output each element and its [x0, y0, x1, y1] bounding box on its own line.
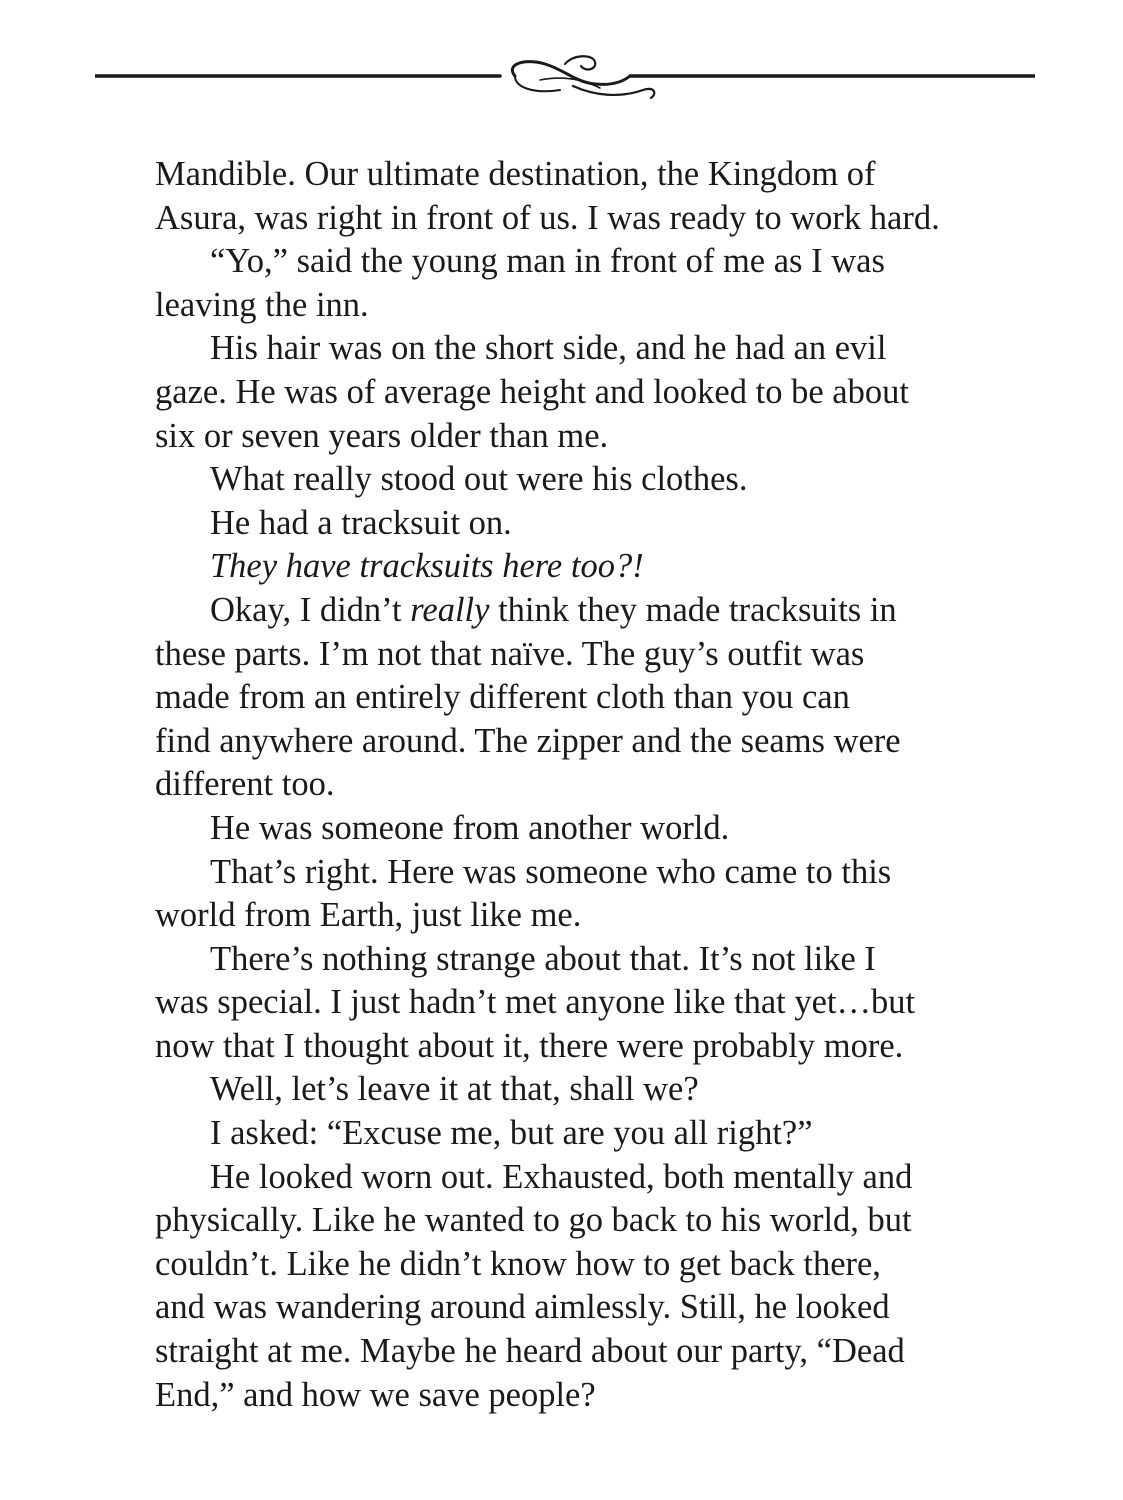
text-line: [155, 981, 1015, 1025]
text-line: [155, 502, 1015, 546]
text-run: physically. Like he wanted to go back to his world, but: [155, 1201, 912, 1240]
text-line: [155, 1156, 1015, 1200]
text-run: think they made tracksuits in: [489, 590, 897, 629]
text-line: [155, 1199, 1015, 1243]
text-run: I asked: “Excuse me, but are you all right?”: [210, 1114, 813, 1153]
text-line: [155, 1330, 1015, 1374]
text-line: [155, 1286, 1015, 1330]
text-run: now that I thought about it, there were probably more.: [155, 1026, 904, 1065]
text-run: made from an entirely different cloth than you can: [155, 678, 850, 717]
text-run: straight at me. Maybe he heard about our party, “Dead: [155, 1332, 905, 1371]
text-run: these parts. I’m not that naïve. The guy’s outfit was: [155, 634, 865, 673]
text-run: world from Earth, just like me.: [155, 896, 582, 935]
text-line: [155, 1112, 1015, 1156]
text-line: [155, 240, 1015, 284]
header-ornament: [95, 50, 1035, 106]
text-run: couldn’t. Like he didn’t know how to get back there,: [155, 1244, 881, 1283]
text-line: [155, 327, 1015, 371]
text-run: and was wandering around aimlessly. Still, he looked: [155, 1288, 890, 1327]
text-line: [155, 415, 1015, 459]
text-run: find anywhere around. The zipper and the seams were: [155, 721, 901, 760]
text-line: [155, 1243, 1015, 1287]
text-run: That’s right. Here was someone who came to this: [210, 852, 892, 891]
text-run: He was someone from another world.: [210, 808, 730, 847]
text-run: was special. I just hadn’t met anyone like that yet…but: [155, 983, 916, 1022]
body-text: [155, 153, 1015, 1417]
text-run: End,” and how we save people?: [155, 1375, 596, 1414]
text-run: six or seven years older than me.: [155, 416, 609, 455]
text-run: “Yo,” said the young man in front of me as I was: [210, 242, 885, 281]
text-run: Okay, I didn’t: [210, 590, 411, 629]
text-run: Mandible. Our ultimate destination, the Kingdom of: [155, 155, 876, 193]
text-run: leaving the inn.: [155, 285, 369, 324]
text-line: [155, 676, 1015, 720]
text-run: different too.: [155, 765, 335, 804]
text-line: [155, 894, 1015, 938]
text-line: [155, 938, 1015, 982]
text-run: Well, let’s leave it at that, shall we?: [210, 1070, 699, 1109]
text-run: gaze. He was of average height and looked to be about: [155, 372, 909, 411]
text-line: [155, 1374, 1015, 1418]
text-line: [155, 545, 1015, 589]
text-line: [155, 1068, 1015, 1112]
text-run: His hair was on the short side, and he had an evil: [210, 329, 887, 368]
text-run: He looked worn out. Exhausted, both mentally and: [210, 1157, 913, 1196]
text-line: [155, 284, 1015, 328]
italic-text: really: [410, 590, 490, 629]
text-line: [155, 371, 1015, 415]
text-line: [155, 633, 1015, 677]
text-line: [155, 153, 1015, 197]
text-line: [155, 851, 1015, 895]
text-line: [155, 1025, 1015, 1069]
text-line: [155, 589, 1015, 633]
text-run: Asura, was right in front of us. I was ready to work hard.: [155, 198, 940, 237]
text-run: There’s nothing strange about that. It’s not like I: [210, 939, 876, 978]
text-line: [155, 458, 1015, 502]
italic-text: They have tracksuits here too?!: [210, 547, 644, 586]
text-run: What really stood out were his clothes.: [210, 460, 748, 499]
text-line: [155, 807, 1015, 851]
text-line: [155, 197, 1015, 241]
text-line: [155, 720, 1015, 764]
text-run: He had a tracksuit on.: [210, 503, 512, 542]
text-line: [155, 763, 1015, 807]
